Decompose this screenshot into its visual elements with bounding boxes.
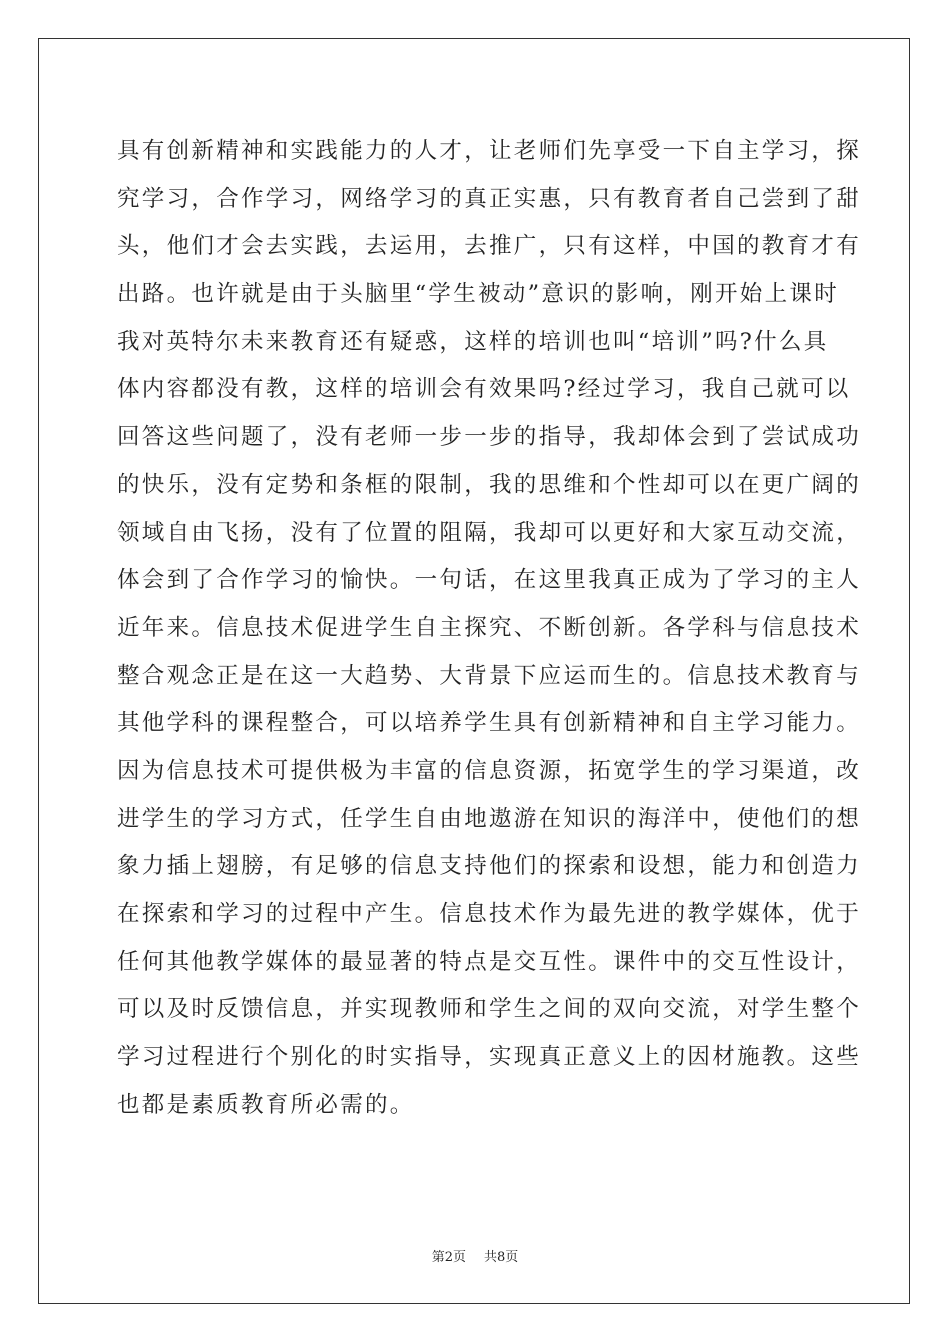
text-line: 象力插上翅膀，有足够的信息支持他们的探索和设想，能力和创造力 — [117, 853, 862, 880]
text-line: 在探索和学习的过程中产生。信息技术作为最先进的教学媒体，优于 — [117, 901, 862, 927]
text-line: 整合观念正是在这一大趋势、大背景下应运而生的。信息技术教育与 — [117, 662, 862, 689]
page-number-total: 共8页 — [484, 1250, 519, 1265]
page-footer — [0, 1246, 950, 1265]
text-line: 也都是素质教育所必需的。 — [117, 1091, 415, 1118]
text-line: 近年来。信息技术促进学生自主探究、不断创新。各学科与信息技术 — [117, 614, 862, 641]
text-line: 可以及时反馈信息，并实现教师和学生之间的双向交流，对学生整个 — [117, 996, 862, 1023]
text-line: 任何其他教学媒体的最显著的特点是交互性。课件中的交互性设计， — [117, 948, 862, 975]
text-line: 具有创新精神和实践能力的人才，让老师们先享受一下自主学习，探 — [117, 138, 862, 164]
text-line: 回答这些问题了，没有老师一步一步的指导，我却体会到了尝试成功 — [117, 424, 862, 451]
text-line: 我对英特尔未来教育还有疑惑，这样的培训也叫“培训”吗?什么具 — [117, 328, 829, 355]
text-line: 体内容都没有教，这样的培训会有效果吗?经过学习，我自己就可以 — [117, 376, 851, 403]
text-line: 出路。也许就是由于头脑里“学生被动”意识的影响，刚开始上课时 — [117, 281, 840, 308]
text-line: 的快乐，没有定势和条框的限制，我的思维和个性却可以在更广阔的 — [117, 471, 862, 498]
text-line: 体会到了合作学习的愉快。一句话，在这里我真正成为了学习的主人 — [117, 567, 862, 594]
text-line: 其他学科的课程整合，可以培养学生具有创新精神和自主学习能力。 — [117, 710, 862, 737]
body-text — [117, 128, 862, 1129]
text-line: 究学习，合作学习，网络学习的真正实惠，只有教育者自己尝到了甜 — [117, 185, 862, 212]
text-line: 领域自由飞扬，没有了位置的阻隔，我却可以更好和大家互动交流， — [117, 519, 862, 546]
text-line: 头，他们才会去实践，去运用，去推广，只有这样，中国的教育才有 — [117, 233, 862, 260]
page-number-current: 第2页 — [431, 1250, 466, 1265]
text-line: 因为信息技术可提供极为丰富的信息资源，拓宽学生的学习渠道，改 — [117, 757, 862, 784]
text-line: 学习过程进行个别化的时实指导，实现真正意义上的因材施教。这些 — [117, 1044, 862, 1071]
text-line: 进学生的学习方式，任学生自由地遨游在知识的海洋中，使他们的想 — [117, 805, 862, 832]
